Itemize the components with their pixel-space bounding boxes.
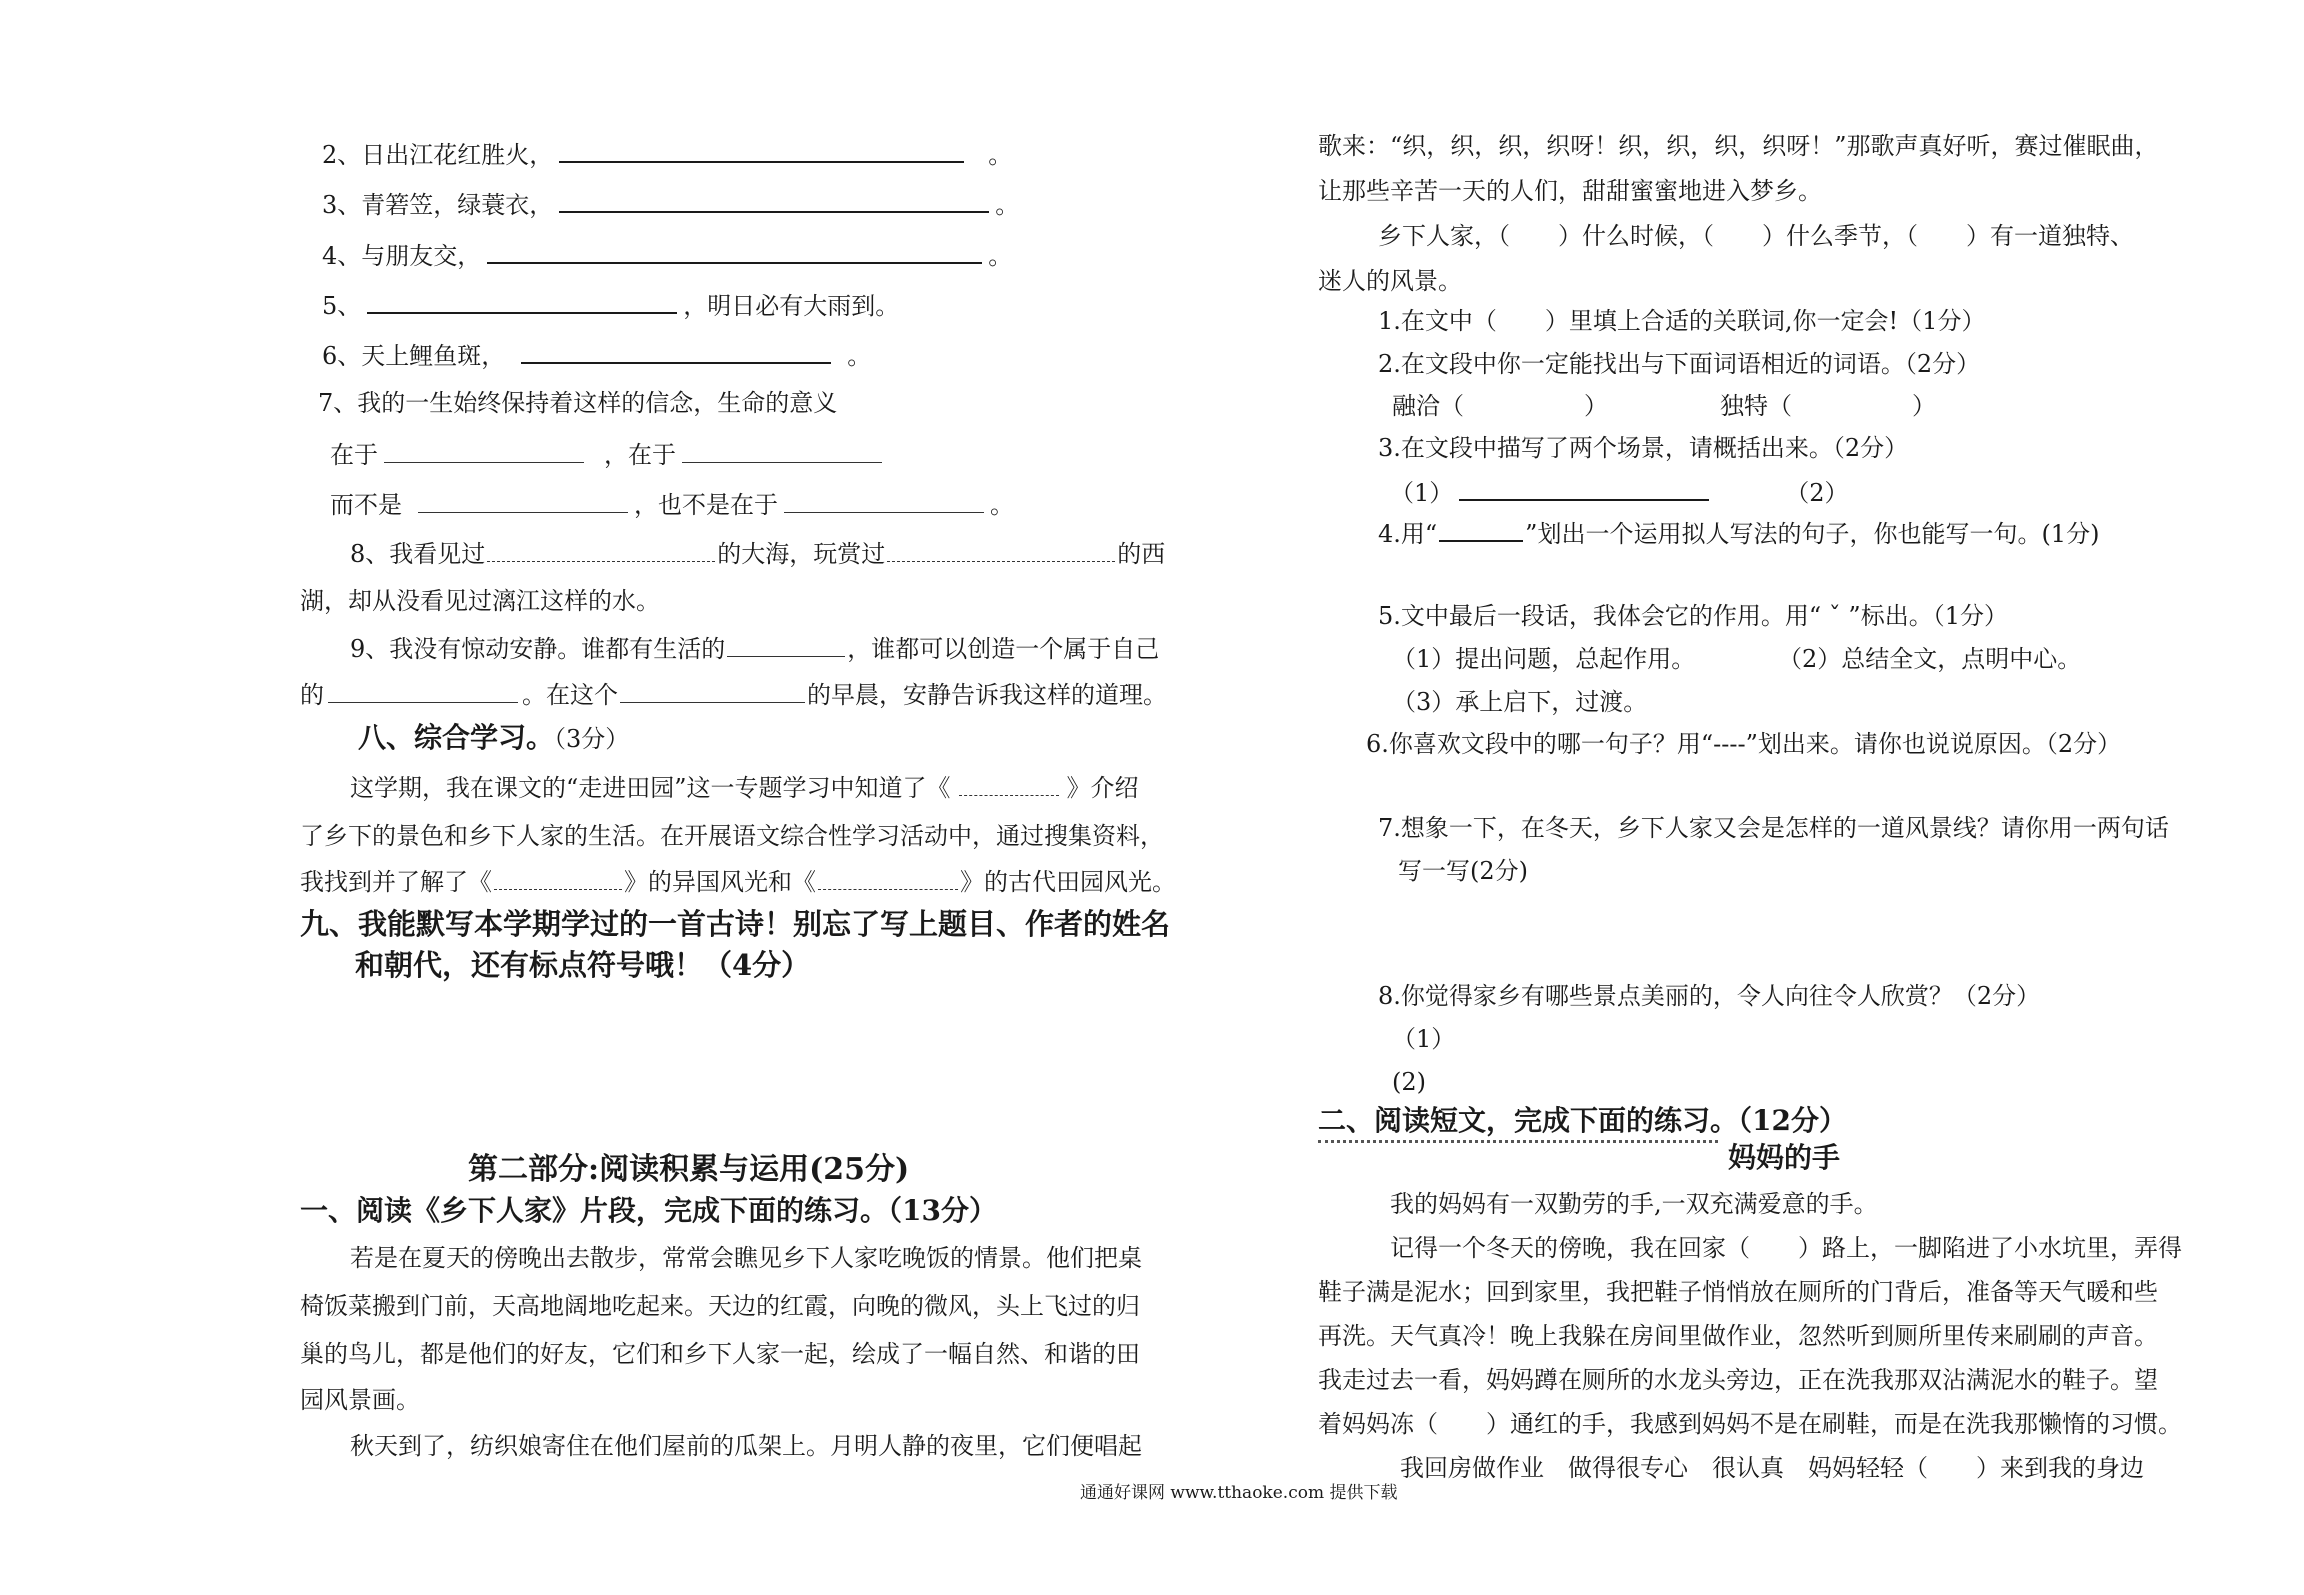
q5-blank[interactable]: [367, 288, 677, 314]
q7-line3: [330, 488, 1014, 521]
q8-line2: 湖，却从没看见过漓江这样的水。: [300, 587, 660, 615]
q4-blank[interactable]: [487, 238, 982, 264]
story-line7: 我回房做作业 做得很专心 很认真 妈妈轻轻（ ）来到我的身边: [1400, 1454, 2144, 1482]
q7-blank1[interactable]: [384, 438, 584, 463]
s8-blank2[interactable]: [494, 867, 622, 890]
rq5-option2[interactable]: （2）总结全文，点明中心。: [1778, 645, 2082, 673]
rq8-text: 8.你觉得家乡有哪些景点美丽的，令人向往令人欣赏？（2分）: [1378, 982, 2041, 1010]
reading2-title: 二、阅读短文，完成下面的练习。（12分）: [1318, 1104, 1847, 1137]
q9-b3: 的早晨，安静告诉我这样的道理。: [807, 681, 1167, 709]
q7-c-end: 。: [990, 491, 1014, 519]
rq5-option3[interactable]: （3）承上启下，过渡。: [1392, 688, 1648, 716]
q9-blank1[interactable]: [727, 632, 845, 657]
section-8-title: 八、综合学习。: [358, 721, 555, 754]
s8-blank3[interactable]: [818, 867, 958, 890]
q9-a2: ，谁都可以创造一个属于自己: [847, 635, 1160, 663]
q6-text: 6、天上鲤鱼斑，: [322, 342, 506, 370]
part2-title: 第二部分:阅读积累与运用(25分): [468, 1152, 910, 1187]
q9-line1: [350, 632, 1159, 665]
passage1-line4: 园风景画。: [300, 1386, 420, 1414]
q4-end: 。: [988, 242, 1013, 270]
q8-a2: 的大海，玩赏过: [717, 540, 886, 568]
rq7-line1: 7.想象一下，在冬天，乡下人家又会是怎样的一道风景线？请你用一两句话: [1378, 814, 2169, 842]
q8-blank2[interactable]: [887, 539, 1115, 562]
passage3-line2: 迷人的风景。: [1318, 267, 1462, 295]
q5-pre: 5、: [322, 292, 362, 320]
passage1-line3: 巢的鸟儿，都是他们的好友，它们和乡下人家一起，绘成了一幅自然、和谐的田: [300, 1340, 1140, 1368]
section-9-line1: 九、我能默写本学期学过的一首古诗！别忘了写上题目、作者的姓名: [300, 907, 1171, 941]
passage1-line1: 若是在夏天的傍晚出去散步，常常会瞧见乡下人家吃晚饭的情景。他们把桌: [350, 1244, 1142, 1272]
section-8-line2: 了乡下的景色和乡下人家的生活。在开展语文综合性学习活动中，通过搜集资料，: [300, 822, 1164, 850]
section-8-line1: [350, 772, 1139, 804]
section-8-line3: [300, 866, 1176, 898]
q9-line2: [300, 678, 1167, 711]
rq2-b[interactable]: 独特（ ）: [1720, 392, 1936, 420]
rq1-text: 1.在文中（ ）里填上合适的关联词,你一定会!（1分）: [1378, 307, 1986, 335]
passage2-line3: 让那些辛苦一天的人们，甜甜蜜蜜地进入梦乡。: [1318, 177, 1822, 205]
q8-blank1[interactable]: [487, 539, 715, 562]
q8-a3: 的西: [1117, 540, 1166, 568]
q2-text: 2、日出江花红胜火，: [322, 141, 554, 169]
q9-a1: 9、我没有惊动安静。谁都有生活的: [350, 635, 726, 663]
q4-text: 4、与朋友交，: [322, 242, 482, 270]
q7-line1: 7、我的一生始终保持着这样的信念，生命的意义: [318, 389, 838, 417]
rq7-line2: 写一写(2分): [1398, 857, 1528, 885]
story-line1: 我的妈妈有一双勤劳的手,一双充满爱意的手。: [1390, 1190, 1878, 1218]
q7-b2: ，在于: [604, 441, 676, 469]
rq4-mark: [1439, 516, 1523, 542]
q8-line1: [350, 538, 1165, 570]
q2-blank[interactable]: [559, 137, 964, 163]
reading1-title: 一、阅读《乡下人家》片段，完成下面的练习。（13分）: [300, 1194, 997, 1227]
story-line6: 着妈妈冻（ ）通红的手，我感到妈妈不是在刷鞋，而是在洗我那懒惰的习惯。: [1318, 1410, 2182, 1438]
q4-line: [322, 238, 1012, 272]
story-line5: 我走过去一看，妈妈蹲在厕所的水龙头旁边，正在洗我那双沾满泥水的鞋子。望: [1318, 1366, 2158, 1394]
passage1-line2: 椅饭菜搬到门前，天高地阔地吃起来。天边的红霞，向晚的微风，头上飞过的归: [300, 1292, 1140, 1320]
q5-line: [322, 288, 899, 322]
s8-l1b: 》介绍: [1066, 774, 1139, 802]
q8-a1: 8、我看见过: [350, 540, 486, 568]
section-8-heading: [358, 722, 629, 755]
rq3-a-label: （1）: [1390, 479, 1454, 507]
q5-post: ，明日必有大雨到。: [683, 292, 900, 320]
section-8-score: （3分）: [554, 725, 630, 753]
q3-end: 。: [995, 191, 1020, 219]
passage2-line1: 秋天到了，纺织娘寄住在他们屋前的瓜架上。月明人静的夜里，它们便唱起: [350, 1432, 1142, 1460]
q6-end: 。: [847, 342, 872, 370]
q9-blank3[interactable]: [620, 678, 805, 703]
passage2-line2: 歌来：“织，织，织，织呀！织，织，织，织呀！”那歌声真好听，赛过催眠曲，: [1318, 132, 2159, 160]
rq4-a: 4.用“: [1378, 520, 1438, 548]
q7-blank4[interactable]: [784, 488, 984, 513]
s8-l1a: 这学期，我在课文的“走进田园”这一专题学习中知道了《: [350, 774, 951, 802]
s8-blank1[interactable]: [959, 773, 1059, 796]
q7-b1: 在于: [330, 441, 378, 469]
q7-blank3[interactable]: [418, 488, 628, 513]
q9-b1: 的: [300, 681, 324, 709]
rq8-b: (2): [1392, 1068, 1426, 1096]
q9-blank2[interactable]: [328, 678, 518, 703]
rq5-text: 5.文中最后一段话，我体会它的作用。用“ ˇ ”标出。（1分）: [1378, 602, 2008, 630]
s8-l3b: 》的异国风光和《: [624, 868, 816, 896]
q7-line2: [330, 438, 888, 471]
rq3-answer-row: [1390, 475, 1849, 509]
q9-b2: 。在这个: [522, 681, 618, 709]
story-title: 妈妈的手: [1728, 1141, 1841, 1174]
footer-credit: 通通好课网 www.tthaoke.com 提供下载: [1080, 1483, 1398, 1503]
dotted-divider: [1318, 1140, 1718, 1143]
q7-c1: 而不是: [330, 491, 402, 519]
q6-line: [322, 338, 871, 372]
rq2-text: 2.在文段中你一定能找出与下面词语相近的词语。（2分）: [1378, 350, 1981, 378]
q3-text: 3、青箬笠，绿蓑衣，: [322, 191, 554, 219]
q7-blank2[interactable]: [682, 438, 882, 463]
q6-blank[interactable]: [521, 338, 831, 364]
rq8-a: （1）: [1392, 1025, 1456, 1053]
rq2-a[interactable]: 融洽（ ）: [1392, 392, 1608, 420]
s8-l3a: 我找到并了解了《: [300, 868, 492, 896]
story-line4: 再洗。天气真冷！晚上我躲在房间里做作业，忽然听到厕所里传来刷刷的声音。: [1318, 1322, 2158, 1350]
rq3-b-label: （2）: [1785, 479, 1849, 507]
story-line3: 鞋子满是泥水；回到家里，我把鞋子悄悄放在厕所的门背后，准备等天气暖和些: [1318, 1278, 2158, 1306]
rq3-a-blank[interactable]: [1459, 475, 1709, 501]
rq5-option1[interactable]: （1）提出问题，总起作用。: [1392, 645, 1696, 673]
rq3-text: 3.在文段中描写了两个场景，请概括出来。（2分）: [1378, 434, 1909, 462]
q3-blank[interactable]: [559, 187, 989, 213]
s8-l3c: 》的古代田园风光。: [960, 868, 1176, 896]
q7-c2: ，也不是在于: [634, 491, 778, 519]
q2-line: [322, 137, 1012, 171]
q2-end: 。: [988, 141, 1013, 169]
rq4-b: ”划出一个运用拟人写法的句子，你也能写一句。(1分): [1525, 520, 2100, 548]
story-line2: 记得一个冬天的傍晚，我在回家（ ）路上，一脚陷进了小水坑里，弄得: [1390, 1234, 2182, 1262]
passage3-line1: 乡下人家，（ ）什么时候，（ ）什么季节，（ ）有一道独特、: [1378, 222, 2134, 250]
rq6-text: 6.你喜欢文段中的哪一句子？用“----”划出来。请你也说说原因。（2分）: [1366, 730, 2122, 758]
rq4-line: [1378, 516, 2099, 550]
section-9-line2: 和朝代，还有标点符号哦！（4分）: [355, 948, 811, 982]
q3-line: [322, 187, 1019, 221]
